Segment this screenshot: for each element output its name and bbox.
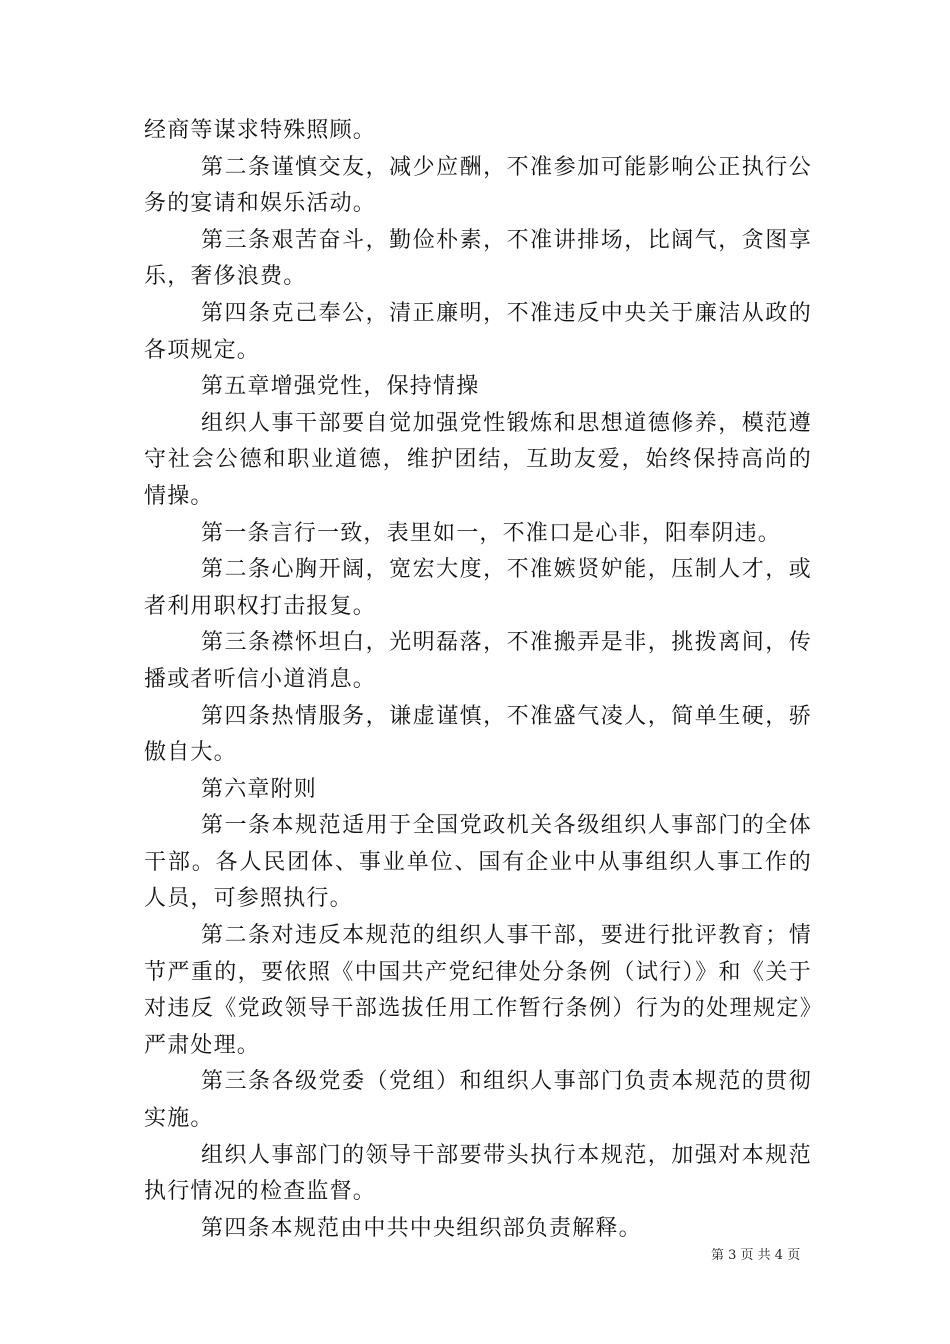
paragraph-ch6-article-2: 第二条对违反本规范的组织人事干部，要进行批评教育；情节严重的，要依照《中国共产党纪律处分条例（试行）》和《关于对违反《党政领导干部选拔任用工作暂行条例）行为的处理规定》严肃处理。 (144, 923, 812, 1058)
paragraph-article-4: 第四条克己奉公，清正廉明，不准违反中央关于廉洁从政的各项规定。 (144, 300, 812, 363)
paragraph-ch6-article-3: 第三条各级党委（党组）和组织人事部门负责本规范的贯彻实施。 (144, 1069, 812, 1132)
document-body (144, 113, 812, 1247)
paragraph-article-3: 第三条艰苦奋斗，勤俭朴素，不准讲排场，比阔气，贪图享乐，奢侈浪费。 (144, 227, 812, 290)
paragraph-ch6-leaders: 组织人事部门的领导干部要带头执行本规范，加强对本规范执行情况的检查监督。 (144, 1142, 812, 1205)
paragraph-ch5-article-3: 第三条襟怀坦白，光明磊落，不准搬弄是非，挑拨离间，传播或者听信小道消息。 (144, 630, 812, 692)
paragraph-ch6-article-4: 第四条本规范由中共中央组织部负责解释。 (201, 1215, 642, 1241)
paragraph-ch5-article-1: 第一条言行一致，表里如一，不准口是心非，阳奉阴违。 (201, 520, 782, 546)
paragraph-ch5-article-4: 第四条热情服务，谦虚谨慎，不准盛气凌人，简单生硬，骄傲自大。 (144, 703, 812, 766)
chapter-5-intro: 组织人事干部要自觉加强党性锻炼和思想道德修养，模范遵守社会公德和职业道德，维护团结，互助友爱，始终保持高尚的情操。 (144, 410, 812, 509)
paragraph-ch6-article-1: 第一条本规范适用于全国党政机关各级组织人事部门的全体干部。各人民团体、事业单位、国有企业中从事组织人事工作的人员，可参照执行。 (144, 813, 812, 912)
page-number-footer: 第 3 页 共 4 页 (711, 1248, 801, 1263)
paragraph-article-2: 第二条谨慎交友，减少应酬，不准参加可能影响公正执行公务的宴请和娱乐活动。 (144, 154, 812, 217)
chapter-5-heading: 第五章增强党性，保持情操 (201, 374, 480, 400)
paragraph-continuation: 经商等谋求特殊照顾。 (144, 118, 377, 143)
paragraph-ch5-article-2: 第二条心胸开阔，宽宏大度，不准嫉贤妒能，压制人才，或者利用职权打击报复。 (144, 557, 812, 619)
chapter-6-heading: 第六章附则 (201, 776, 318, 802)
